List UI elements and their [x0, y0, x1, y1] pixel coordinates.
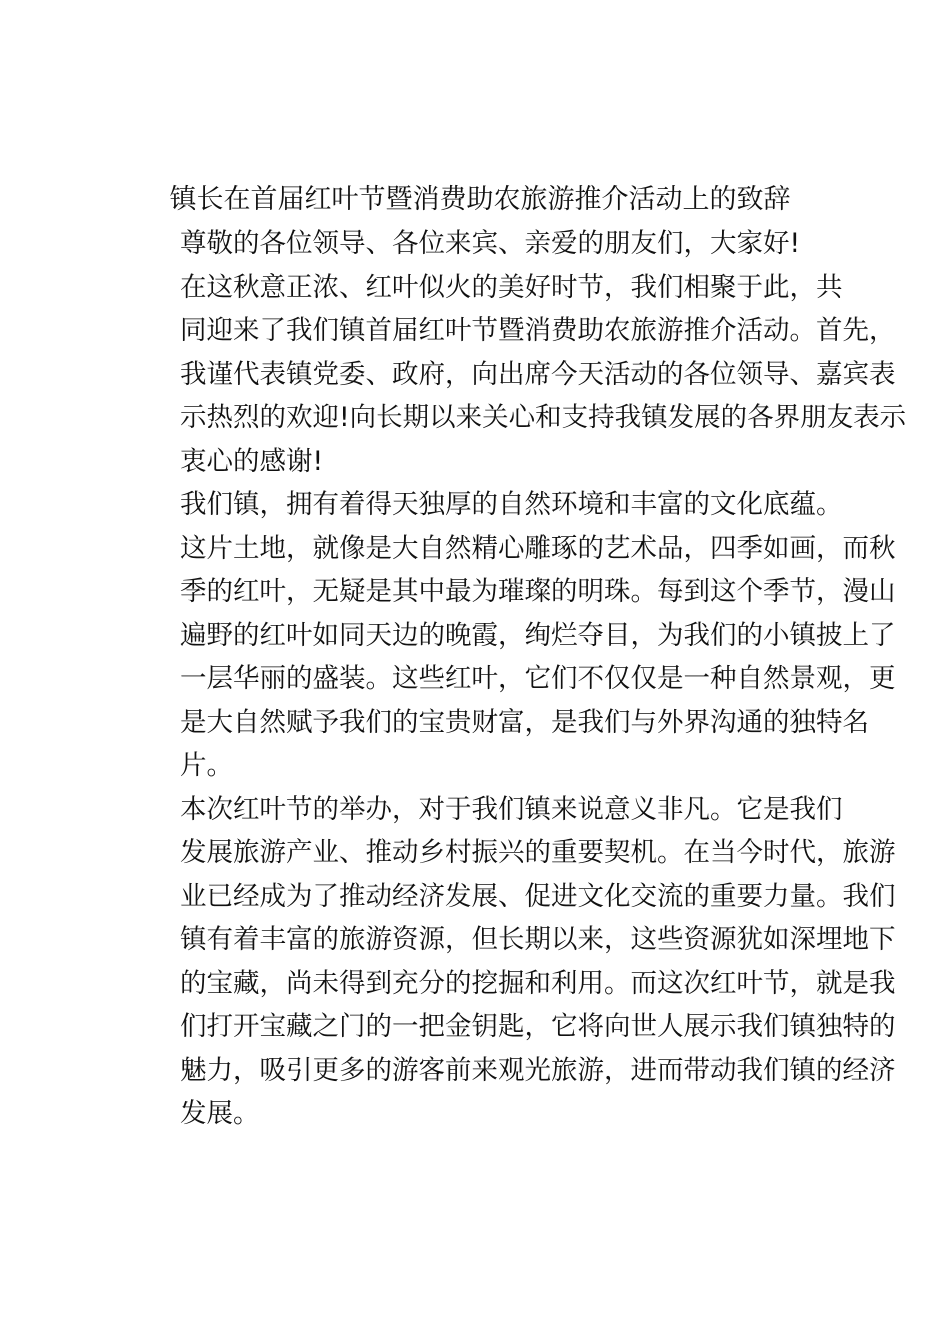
text-line: 在这秋意正浓、红叶似火的美好时节，我们相聚于此，共 [180, 271, 843, 303]
paragraph-welcome [127, 266, 907, 484]
paragraph-greeting [127, 222, 830, 266]
text-line: 魅力，吸引更多的游客前来观光旅游，进而带动我们镇的经济 [180, 1054, 896, 1086]
text-line: 衷心的感谢! [180, 445, 324, 477]
paragraph-festival-significance [127, 788, 896, 1136]
text-line: 示热烈的欢迎!向长期以来关心和支持我镇发展的各界朋友表示 [180, 402, 907, 433]
text-line: 的宝藏，尚未得到充分的挖掘和利用。而这次红叶节，就是我 [180, 967, 896, 999]
text-line: 发展旅游产业、推动乡村振兴的重要契机。在当今时代，旅游 [180, 837, 896, 868]
text-line: 这片土地，就像是大自然精心雕琢的艺术品，四季如画，而秋 [180, 532, 896, 564]
document-body [127, 222, 907, 1136]
document-title: 镇长在首届红叶节暨消费助农旅游推介活动上的致辞 [169, 184, 791, 215]
text-line: 本次红叶节的举办，对于我们镇来说意义非凡。它是我们 [180, 793, 843, 825]
text-line: 遍野的红叶如同天边的晚霞，绚烂夺目，为我们的小镇披上了 [180, 619, 896, 651]
text-line: 们打开宝藏之门的一把金钥匙，它将向世人展示我们镇独特的 [180, 1011, 896, 1042]
text-line: 尊敬的各位领导、各位来宾、亲爱的朋友们，大家好! [180, 228, 801, 259]
text-line: 是大自然赋予我们的宝贵财富，是我们与外界沟通的独特名 [180, 706, 869, 738]
text-line: 我们镇，拥有着得天独厚的自然环境和丰富的文化底蕴。 [180, 489, 843, 520]
text-line: 同迎来了我们镇首届红叶节暨消费助农旅游推介活动。首先， [180, 315, 896, 346]
text-line: 一层华丽的盛装。这些红叶，它们不仅仅是一种自然景观，更 [180, 663, 896, 694]
text-line: 片。 [180, 750, 233, 781]
text-line: 镇有着丰富的旅游资源，但长期以来，这些资源犹如深埋地下 [180, 924, 896, 955]
text-line: 我谨代表镇党委、政府，向出席今天活动的各位领导、嘉宾表 [180, 358, 896, 390]
text-line: 业已经成为了推动经济发展、促进文化交流的重要力量。我们 [180, 880, 896, 912]
text-line: 季的红叶，无疑是其中最为璀璨的明珠。每到这个季节，漫山 [180, 576, 896, 607]
paragraph-town-intro [127, 483, 896, 788]
text-line: 发展。 [180, 1098, 260, 1129]
